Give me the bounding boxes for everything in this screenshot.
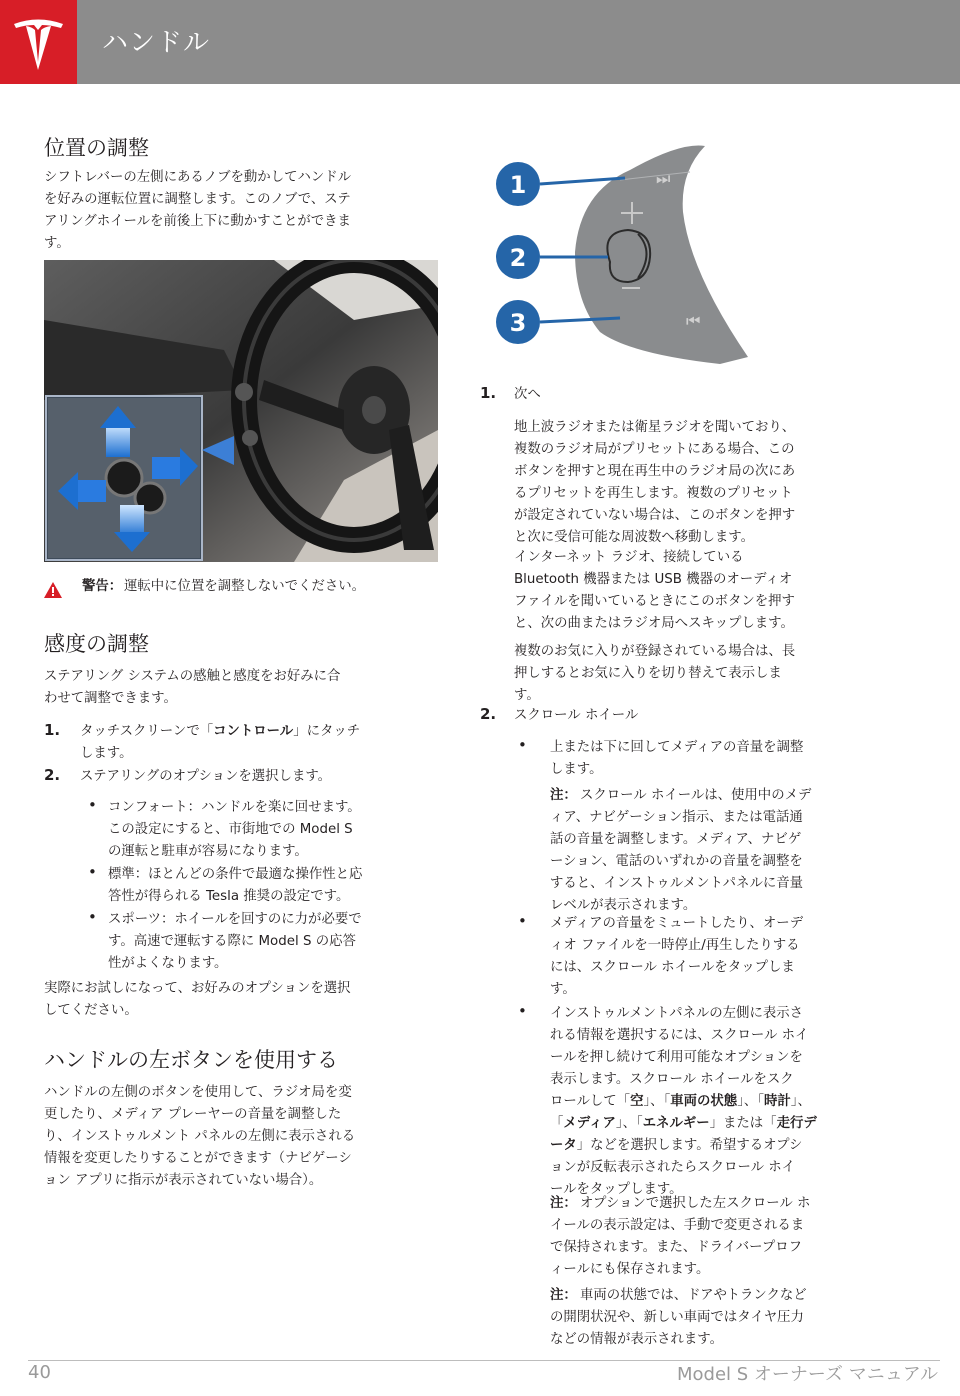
step-2-text: ステアリングのオプションを選択します。 [80, 769, 332, 784]
page-title: ハンドル [102, 28, 211, 58]
item-2-title: スクロール ホイール [514, 708, 639, 723]
previous-track-icon: ⏮ [686, 311, 701, 330]
scroll-bullet-1: します。 [550, 762, 603, 777]
option-comfort: の運転と駐車が容易になります。 [108, 844, 308, 859]
step-number: 2. [44, 766, 61, 784]
tesla-logo [0, 0, 77, 84]
callout-2-label: 2 [509, 244, 527, 272]
page-header [0, 0, 960, 84]
callout-1-label: 1 [509, 171, 527, 199]
warning-label: 警告： [82, 579, 123, 594]
warning-icon [44, 582, 62, 598]
left-buttons-paragraph: 更したり、メディア プレーヤーの音量を調整した [44, 1107, 342, 1122]
option-standard: 標準：ほとんどの条件で最適な操作性と応 [108, 867, 363, 882]
left-buttons-paragraph: ョン アプリに指示が表示されていない場合）。 [44, 1173, 323, 1188]
step-1-text: タッチスクリーンで「コントロール」にタッチ [80, 724, 361, 739]
option-comfort: コンフォート：ハンドルを楽に回せます。 [108, 800, 361, 815]
step-1-text: します。 [80, 746, 133, 761]
page-number: 40 [28, 1362, 51, 1383]
next-track-icon: ⏭ [656, 169, 671, 188]
item-number: 2. [480, 705, 497, 723]
option-sport: スポーツ：ホイールを回すのに力が必要で [108, 912, 362, 927]
section-heading-left-buttons: ハンドルの左ボタンを使用する [44, 1048, 338, 1072]
left-buttons-paragraph: 情報を変更したりすることができます（ナビゲーシ [44, 1151, 352, 1166]
option-sport: 性がよくなります。 [108, 956, 228, 971]
callout-3-label: 3 [509, 309, 527, 337]
sensitivity-outro: 実際にお試しになって、お好みのオプションを選択 [44, 981, 351, 996]
warning-text: 運転中に位置を調整しないでください。 [124, 579, 366, 594]
option-sport: す。高速で運転する際に Model S の応答 [108, 934, 356, 949]
bullet: • [88, 863, 97, 881]
scroll-bullet-1: 上または下に回してメディアの音量を調整 [550, 740, 804, 755]
section-heading-position: 位置の調整 [44, 136, 149, 160]
item-number: 1. [480, 384, 497, 402]
sensitivity-intro-line: ステアリング システムの感触と感度をお好みに合 [44, 669, 341, 684]
bullet: • [88, 908, 97, 926]
footer-title: Model S オーナーズ マニュアル [676, 1364, 938, 1385]
steering-adjust-image [44, 260, 438, 562]
left-button-diagram [480, 142, 770, 366]
left-buttons-paragraph: り、インストゥルメント パネルの左側に表示される [44, 1129, 356, 1144]
item-1-title: 次へ [514, 387, 541, 402]
section-heading-sensitivity: 感度の調整 [44, 632, 149, 656]
sensitivity-outro: してください。 [44, 1003, 138, 1018]
option-comfort: この設定にすると、市街地での Model S [108, 822, 353, 837]
bullet: • [518, 912, 527, 930]
bullet: • [88, 796, 97, 814]
bullet: • [518, 1002, 527, 1020]
step-number: 1. [44, 721, 61, 739]
sensitivity-intro-line: わせて調整できます。 [44, 691, 177, 706]
left-buttons-paragraph: ハンドルの左側のボタンを使用して、ラジオ局を変 [44, 1085, 352, 1100]
bullet: • [518, 736, 527, 754]
option-standard: 答性が得られる Tesla 推奨の設定です。 [108, 889, 350, 904]
